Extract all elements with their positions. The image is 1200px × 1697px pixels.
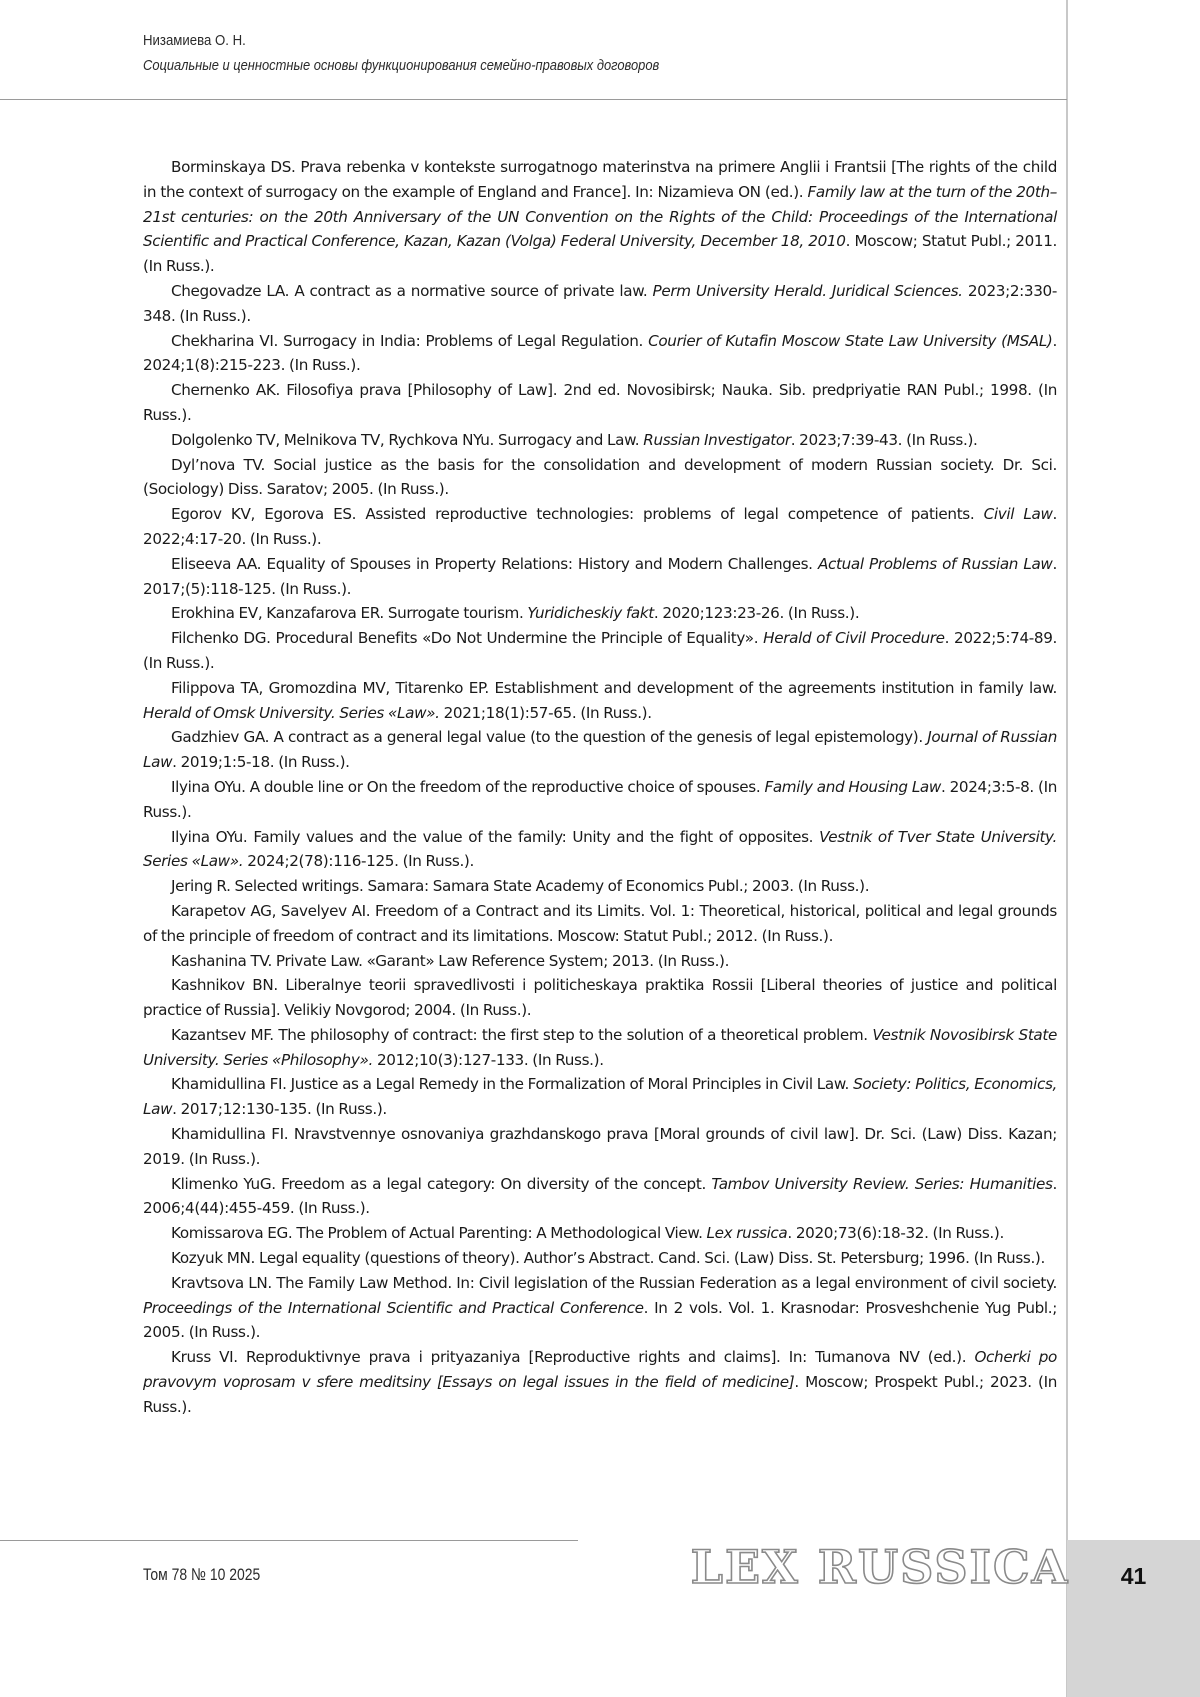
reference-item: Komissarova EG. The Problem of Actual Parenting: A Methodological View. Lex russica. 2020;73(6):18-32. (In Russ.).: [171, 1224, 1004, 1243]
running-header: [143, 32, 1043, 74]
reference-list: [143, 155, 1057, 1420]
right-margin-rule: [1066, 0, 1068, 1697]
reference-source: Lex russica: [706, 1224, 788, 1243]
logo-wordmark: LEX RUSSICA: [690, 1540, 1070, 1594]
reference-item: Kashanina TV. Private Law. «Garant» Law Reference System; 2013. (In Russ.).: [171, 951, 730, 970]
reference-source: Tambov University Review. Series: Humanities: [711, 1174, 1053, 1193]
reference-source: Yuridicheskiy fakt: [527, 604, 654, 623]
reference-item: Khamidullina FI. Justice as a Legal Remedy in the Formalization of Moral Principles in Civil Law. Society: Politics, Economics, Law. 2017;12:130-135. (In Russ.).: [143, 1075, 1057, 1119]
reference-item: Filippova TA, Gromozdina MV, Titarenko EP. Establishment and development of the agreements institution in family law. Herald of Omsk University. Series «Law». 2021;18(1):57-65. (In Russ.).: [143, 678, 1057, 722]
reference-item: Karapetov AG, Savelyev AI. Freedom of a Contract and its Limits. Vol. 1: Theoretical, historical, political and legal grounds of the principle of freedom of contract and its limitations. Moscow: Statut Publ.; 2012. (In Russ.).: [143, 901, 1057, 945]
reference-source: Actual Problems of Russian Law: [817, 554, 1053, 573]
reference-source: Proceedings of the International Scientific and Practical Conference: [143, 1298, 644, 1317]
reference-item: Chegovadze LA. A contract as a normative source of private law. Perm University Herald. Juridical Sciences. 2023;2:330-348. (In Russ.).: [143, 281, 1057, 325]
reference-item: Ilyina OYu. A double line or On the freedom of the reproductive choice of spouses. Family and Housing Law. 2024;3:5-8. (In Russ.).: [143, 777, 1058, 821]
header-author: Низамиева О. Н.: [143, 32, 246, 49]
reference-item: Kruss VI. Reproduktivnye prava i prityazaniya [Reproductive rights and claims]. In: Tumanova NV (ed.). Ocherki po pravovym voprosam v sfere meditsiny [Essays on legal issues in the field of medicine]. Moscow; Prospekt Publ.; 2023. (In Russ.).: [143, 1348, 1057, 1416]
reference-item: Kashnikov BN. Liberalnye teorii spravedlivosti i politicheskaya praktika Rossii [Liberal theories of justice and political practice of Russia]. Velikiy Novgorod; 2004. (In Russ.).: [143, 976, 1057, 1020]
reference-source: Russian Investigator: [643, 430, 791, 449]
reference-item: Erokhina EV, Kanzafarova ER. Surrogate tourism. Yuridicheskiy fakt. 2020;123:23-26. (In Russ.).: [171, 604, 860, 623]
reference-source: Ocherki po pravovym voprosam v sfere meditsiny [Essays on legal issues in the field of medicine]: [143, 1348, 1057, 1392]
reference-item: Egorov KV, Egorova ES. Assisted reproductive technologies: problems of legal competence of patients. Civil Law. 2022;4:17-20. (In Russ.).: [143, 505, 1057, 548]
reference-item: Kozyuk MN. Legal equality (questions of theory). Author’s Abstract. Cand. Sci. (Law) Diss. St. Petersburg; 1996. (In Russ.).: [171, 1249, 1045, 1268]
journal-logo: [690, 1537, 1070, 1595]
reference-item: Borminskaya DS. Prava rebenka v kontekste surrogatnogo materinstva na primere Anglii i Frantsii [The rights of the child in the context of surrogacy on the example of England and France]. In: Nizamieva ON (ed.). Family law at the turn of the 20th–21st centuries: on the 20th Anniversary of the UN Convention on the Rights of the Child: Proceedings of the International Scientific and Practical Conference, Kazan, Kazan (Volga) Federal University, December 18, 2010. Moscow; Statut Publ.; 2011. (In Russ.).: [143, 158, 1058, 276]
reference-source: Herald of Civil Procedure: [763, 629, 945, 648]
reference-item: Eliseeva AA. Equality of Spouses in Property Relations: History and Modern Challenges. Actual Problems of Russian Law. 2017;(5):118-125. (In Russ.).: [143, 554, 1057, 598]
footer-divider: [0, 1540, 578, 1541]
reference-source: Family law at the turn of the 20th–21st centuries: on the 20th Anniversary of the UN Convention on the Rights of the Child: Proceedings of the International Scientific and Practical Conference, Kazan, Kazan (Volga) Federal University, December 18, 2010: [143, 182, 1057, 251]
reference-source: Civil Law: [983, 505, 1053, 524]
reference-item: Dolgolenko TV, Melnikova TV, Rychkova NYu. Surrogacy and Law. Russian Investigator. 2023;7:39-43. (In Russ.).: [171, 430, 978, 449]
reference-source: Journal of Russian Law: [143, 728, 1057, 772]
reference-source: Courier of Kutafin Moscow State Law University (MSAL): [648, 331, 1053, 350]
reference-item: Chekharina VI. Surrogacy in India: Problems of Legal Regulation. Courier of Kutafin Moscow State Law University (MSAL). 2024;1(8):215-223. (In Russ.).: [143, 331, 1057, 375]
header-article-title: Социальные и ценностные основы функционирования семейно-правовых договоров: [143, 57, 660, 74]
header-divider: [0, 99, 1067, 100]
reference-item: Ilyina OYu. Family values and the value of the family: Unity and the fight of opposites. Vestnik of Tver State University. Series «Law». 2024;2(78):116-125. (In Russ.).: [143, 827, 1057, 871]
page-number: 41: [1120, 1563, 1147, 1589]
reference-source: Family and Housing Law: [764, 777, 941, 796]
reference-item: Filchenko DG. Procedural Benefits «Do Not Undermine the Principle of Equality». Herald of Civil Procedure. 2022;5:74-89. (In Russ.).: [143, 629, 1057, 672]
reference-item: Khamidullina FI. Nravstvennye osnovaniya grazhdanskogo prava [Moral grounds of civil law]. Dr. Sci. (Law) Diss. Kazan; 2019. (In Russ.).: [143, 1125, 1057, 1168]
reference-item: Chernenko AK. Filosofiya prava [Philosophy of Law]. 2nd ed. Novosibirsk; Nauka. Sib. predpriyatie RAN Publ.; 1998. (In Russ.).: [143, 381, 1057, 424]
reference-item: Kravtsova LN. The Family Law Method. In: Civil legislation of the Russian Federation as a legal environment of civil society. Proceedings of the International Scientific and Practical Conference. In 2 vols. Vol. 1. Krasnodar: Prosveshchenie Yug Publ.; 2005. (In Russ.).: [143, 1273, 1058, 1342]
reference-item: Klimenko YuG. Freedom as a legal category: On diversity of the concept. Tambov University Review. Series: Humanities. 2006;4(44):455-459. (In Russ.).: [143, 1174, 1058, 1218]
journal-issue: Том 78 № 10 2025: [143, 1565, 261, 1584]
reference-item: Jering R. Selected writings. Samara: Samara State Academy of Economics Publ.; 2003. (In Russ.).: [171, 877, 870, 896]
reference-source: Perm University Herald. Juridical Sciences.: [652, 281, 963, 300]
reference-item: Dyl’nova TV. Social justice as the basis for the consolidation and development of modern Russian society. Dr. Sci. (Sociology) Diss. Saratov; 2005. (In Russ.).: [143, 455, 1057, 499]
reference-item: Kazantsev MF. The philosophy of contract: the first step to the solution of a theoretical problem. Vestnik Novosibirsk State University. Series «Philosophy». 2012;10(3):127-133. (In Russ.).: [143, 1025, 1057, 1069]
reference-source: Vestnik of Tver State University. Series «Law».: [143, 827, 1057, 871]
reference-source: Society: Politics, Economics, Law: [143, 1075, 1057, 1119]
reference-item: Gadzhiev GA. A contract as a general legal value (to the question of the genesis of legal epistemology). Journal of Russian Law. 2019;1:5-18. (In Russ.).: [143, 728, 1057, 772]
reference-source: Vestnik Novosibirsk State University. Series «Philosophy».: [143, 1025, 1057, 1069]
reference-source: Herald of Omsk University. Series «Law».: [143, 703, 440, 722]
